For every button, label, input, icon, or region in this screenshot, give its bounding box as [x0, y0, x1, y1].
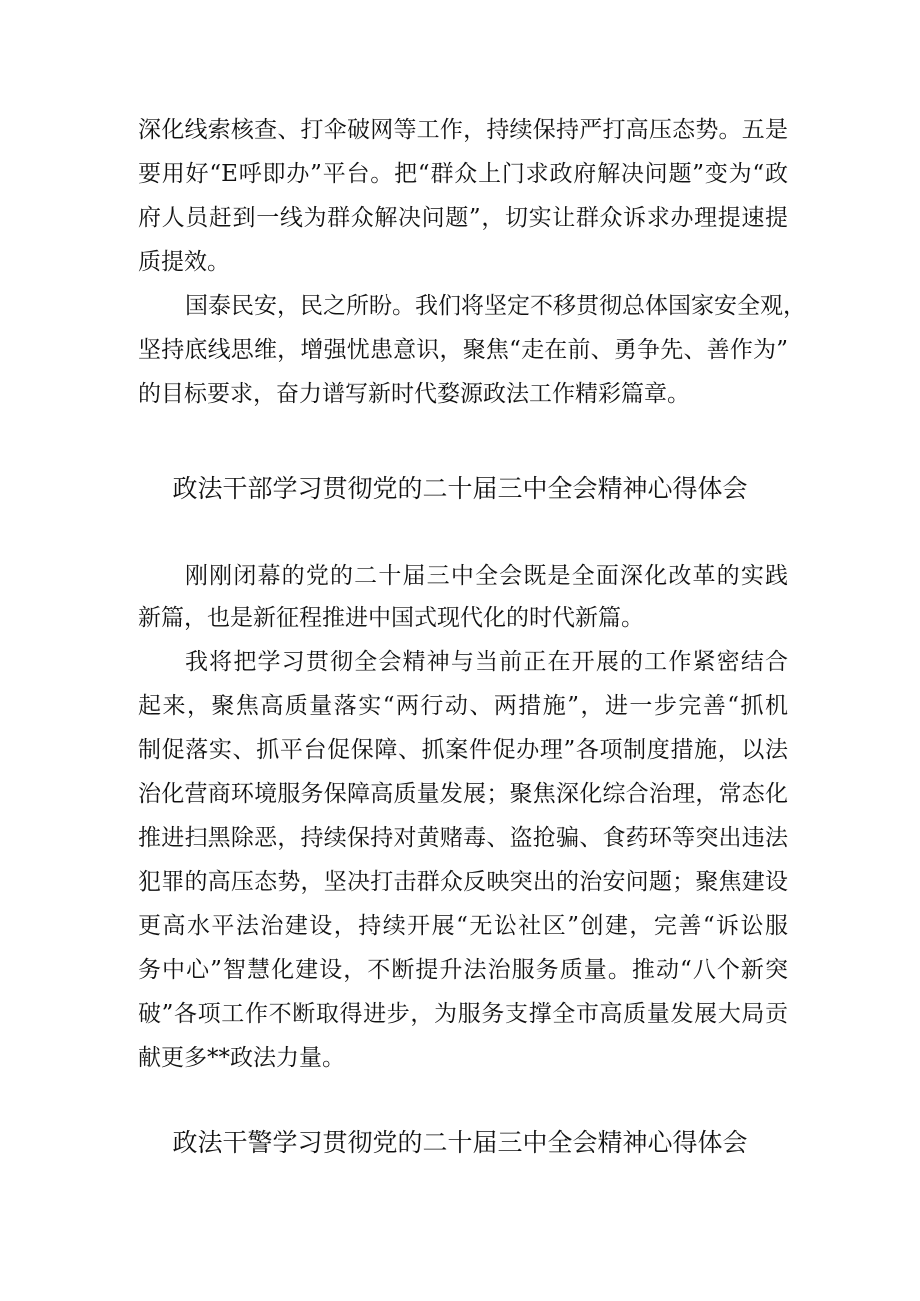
paragraph-line: 要用好“E呼即办”平台。把“群众上门求政府解决问题”变为“政: [138, 161, 788, 187]
paragraph-line: 献更多**政法力量。: [138, 1045, 345, 1071]
paragraph-line: 新篇，也是新征程推进中国式现代化的时代新篇。: [138, 605, 644, 631]
section-heading: 政法干部学习贯彻党的二十届三中全会精神心得体会: [172, 474, 748, 503]
paragraph-line: 深化线索核查、打伞破网等工作，持续保持严打高压态势。五是: [138, 117, 788, 143]
paragraph-line: 质提效。: [138, 249, 230, 275]
paragraph-line: 坚持底线思维，增强忧患意识，聚焦“走在前、勇争先、善作为”: [138, 337, 788, 363]
paragraph-line: 府人员赶到一线为群众解决问题”，切实让群众诉求办理提速提: [138, 205, 788, 231]
paragraph-line: 推进扫黑除恶，持续保持对黄赌毒、盗抢骗、食药环等突出违法: [138, 825, 788, 851]
paragraph-line: 国泰民安，民之所盼。我们将坚定不移贯彻总体国家安全观，: [185, 293, 806, 319]
paragraph-line: 务中心”智慧化建设，不断提升法治服务质量。推动“八个新突: [138, 957, 788, 983]
paragraph-line: 制促落实、抓平台促保障、抓案件促办理”各项制度措施，以法: [138, 737, 788, 763]
paragraph-line: 犯罪的高压态势，坚决打击群众反映突出的治安问题；聚焦建设: [138, 869, 788, 895]
paragraph-line: 破”各项工作不断取得进步，为服务支撑全市高质量发展大局贡: [138, 1001, 788, 1027]
paragraph-line: 起来，聚焦高质量落实“两行动、两措施”，进一步完善“抓机: [138, 693, 788, 719]
paragraph-line: 我将把学习贯彻全会精神与当前正在开展的工作紧密结合: [185, 649, 788, 675]
paragraph-line: 的目标要求，奋力谱写新时代婺源政法工作精彩篇章。: [138, 381, 690, 407]
paragraph-line: 刚刚闭幕的党的二十届三中全会既是全面深化改革的实践: [185, 563, 788, 589]
paragraph-line: 治化营商环境服务保障高质量发展；聚焦深化综合治理，常态化: [138, 781, 788, 807]
paragraph-line: 更高水平法治建设，持续开展“无讼社区”创建，完善“诉讼服: [138, 913, 788, 939]
section-heading: 政法干警学习贯彻党的二十届三中全会精神心得体会: [172, 1128, 748, 1157]
